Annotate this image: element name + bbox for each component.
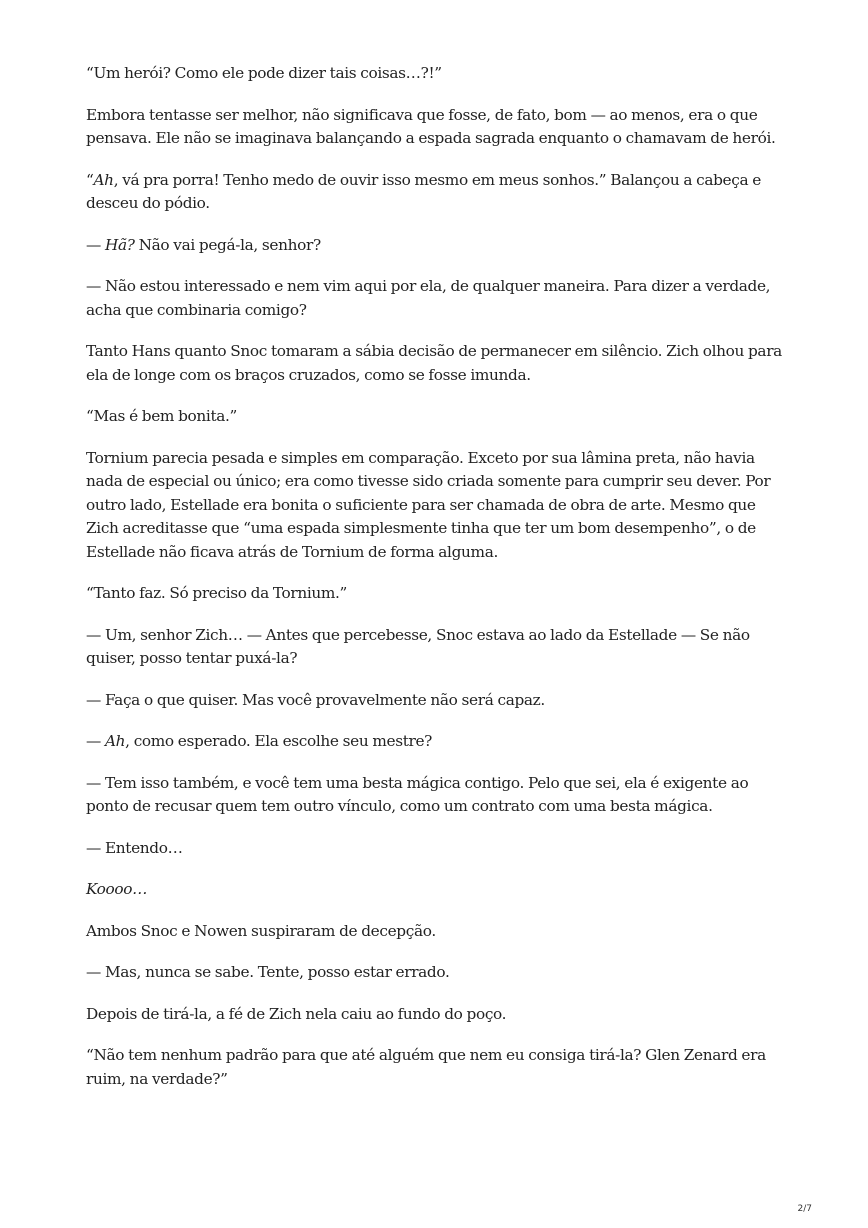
paragraph: — Hã? Não vai pegá-la, senhor? (86, 235, 321, 254)
paragraph (86, 878, 786, 902)
paragraph: — Faça o que quiser. Mas você provavelmente não será capaz. (86, 690, 545, 709)
page-number: 2/7 (797, 1204, 812, 1214)
paragraph: Depois de tirá-la, a fé de Zich nela caiu ao fundo do poço. (86, 1004, 507, 1023)
paragraph: Tanto Hans quanto Snoc tomaram a sábia decisão de permanecer em silêncio. Zich olhou para ela de longe com os braços cruzados, como se fosse imunda. (86, 342, 782, 384)
italic-text: Ah (93, 170, 114, 189)
paragraph: — Mas, nunca se sabe. Tente, posso estar errado. (86, 963, 450, 981)
paragraph: “Mas é bem bonita.” (86, 407, 237, 425)
paragraph: “Um herói? Como ele pode dizer tais coisas…?!” (86, 64, 442, 82)
paragraph: Ambos Snoc e Nowen suspiraram de decepção. (86, 921, 436, 940)
italic-text: Hã? (104, 235, 135, 254)
document-body (86, 62, 786, 1109)
paragraph: — Tem isso também, e você tem uma besta mágica contigo. Pelo que sei, ela é exigente ao ponto de recusar quem tem outro vínculo, como um contrato com uma besta mágica. (86, 773, 749, 815)
paragraph: — Não estou interessado e nem vim aqui por ela, de qualquer maneira. Para dizer a verdade, acha que combinaria comigo? (86, 277, 771, 319)
paragraph: Tornium parecia pesada e simples em comparação. Exceto por sua lâmina preta, não havia nada de especial ou único; era como tivesse sido criada somente para cumprir seu dever. Por outro lado, Estellade era bonita o suficiente para ser chamada de obra de arte. Mesmo que Zich acreditasse que “uma espada simplesmente tinha que ter um bom desempenho”, o de Estellade não ficava atrás de Tornium de forma alguma. (86, 448, 771, 561)
paragraph: “Ah, vá pra porra! Tenho medo de ouvir isso mesmo em meus sonhos.” Balançou a cabeça e desceu do pódio. (86, 170, 761, 212)
italic-text: Ah (104, 732, 126, 750)
paragraph: “Não tem nenhum padrão para que até alguém que nem eu consiga tirá-la? Glen Zenard era ruim, na verdade?” (86, 1046, 766, 1088)
paragraph: — Ah, como esperado. Ela escolhe seu mestre? (86, 732, 433, 750)
paragraph: — Um, senhor Zich… — Antes que percebesse, Snoc estava ao lado da Estellade — Se não quiser, posso tentar puxá-la? (86, 625, 750, 667)
paragraph: Embora tentasse ser melhor, não significava que fosse, de fato, bom — ao menos, era o que pensava. Ele não se imaginava balançando a espada sagrada enquanto o chamavam de herói. (86, 105, 776, 147)
italic-text: Koooo… (86, 880, 148, 898)
paragraph: “Tanto faz. Só preciso da Tornium.” (86, 584, 348, 602)
paragraph: — Entendo… (86, 838, 183, 857)
